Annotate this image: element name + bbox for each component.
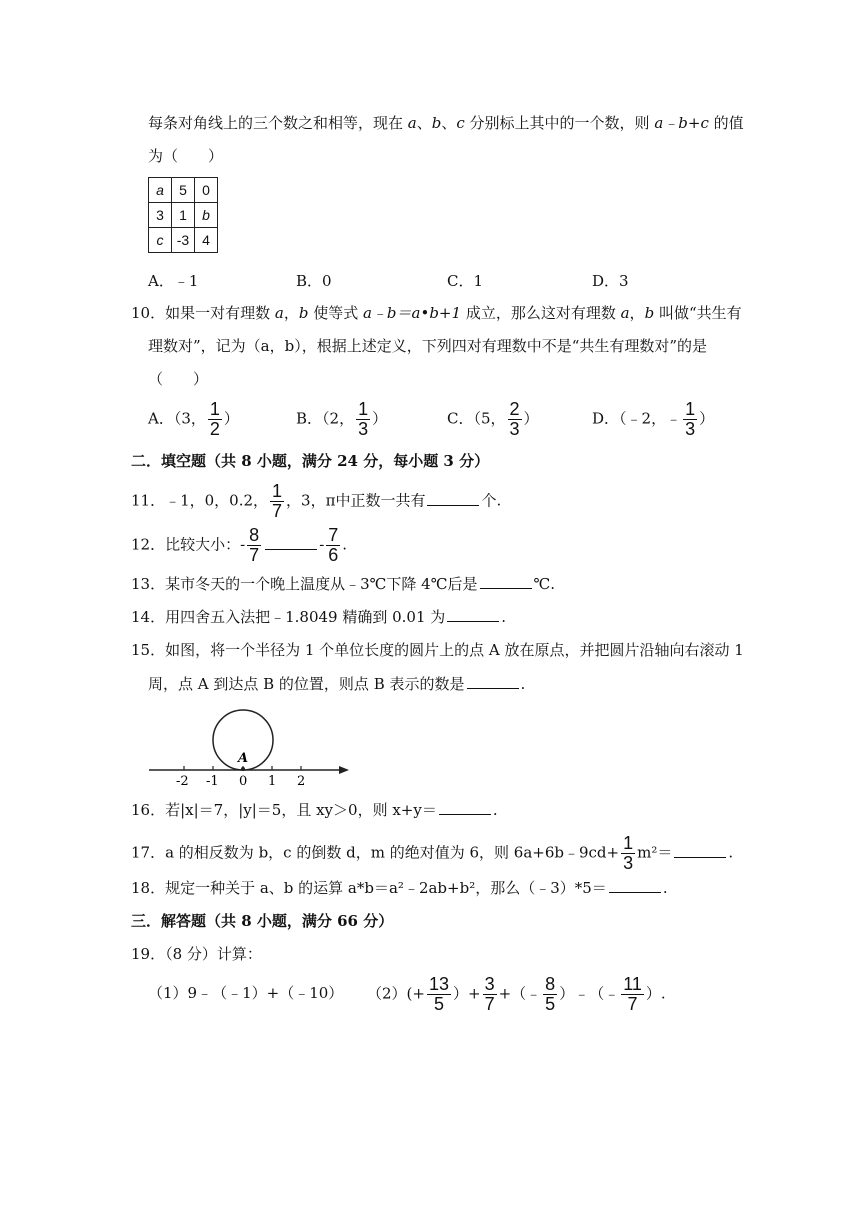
q13: 13．某市冬天的一个晚上温度从﹣3℃下降 4℃后是 ℃.: [131, 575, 556, 593]
tick-label: -2: [176, 774, 189, 787]
answer-blank[interactable]: [439, 800, 491, 815]
q19-part-1: （1）9﹣（﹣1）+（﹣10）: [148, 984, 344, 1002]
magic-square-grid: a 5 0 3 1 b c -3 4: [148, 177, 218, 253]
q10-line1: 10．如果一对有理数 a，b 使等式 a﹣b＝a•b+1 成立，那么这对有理数 a，b 叫做“共生有: [131, 304, 742, 322]
answer-blank[interactable]: [467, 674, 519, 689]
q10-option-c: C．（5， $\frac{2}{3}$ ）: [447, 399, 539, 439]
answer-blank[interactable]: [609, 878, 661, 893]
q18: 18．规定一种关于 a、b 的运算 a*b＝a²﹣2ab+b²，那么（﹣3）*5＝ .: [131, 879, 668, 897]
q9-option-c: C．1: [447, 272, 484, 290]
q10-line2: 理数对”，记为（a，b），根据上述定义，下列四对有理数中不是“共生有理数对”的是: [148, 337, 708, 355]
axis-arrow-icon: [339, 766, 349, 774]
number-line-figure: [145, 705, 355, 787]
q14: 14．用四舍五入法把﹣1.8049 精确到 0.01 为 .: [131, 608, 507, 626]
q19-part-2: （2）(+ $\frac{13}{5}$ ）+ $\frac{3}{7}$ +（﹣ $\frac{8}{5}$ ）﹣（﹣ $\frac{11}{7}$ ）.: [367, 974, 666, 1014]
answer-blank[interactable]: [427, 491, 479, 506]
q10-option-a: A．（3， $\frac{1}{2}$ ）: [148, 399, 239, 439]
q9-option-b: B．0: [296, 272, 332, 290]
q9-option-a: A．﹣1: [148, 272, 199, 290]
q17: 17．a 的相反数为 b，c 的倒数 d，m 的绝对值为 6，则 6a+6b﹣9cd+ $\frac{1}{3}$ m²＝ .: [131, 833, 734, 873]
q15-line2: 周，点 A 到达点 B 的位置，则点 B 表示的数是 .: [148, 675, 526, 693]
q10-line3: （ ）: [148, 370, 209, 388]
point-a-label: A: [238, 751, 249, 766]
section-3-heading: 三．解答题（共 8 小题，满分 66 分）: [131, 912, 394, 930]
answer-blank[interactable]: [447, 607, 499, 622]
q9-line1: 每条对角线上的三个数之和相等，现在 a、b、c 分别标上其中的一个数，则 a﹣b+c 的值: [148, 114, 744, 132]
q12: 12．比较大小：- $\frac{8}{7}$ - $\frac{7}{6}$ .: [131, 525, 348, 565]
answer-blank[interactable]: [480, 574, 532, 589]
q9-line2: 为（ ）: [148, 147, 224, 165]
answer-blank[interactable]: [265, 535, 317, 550]
point-a-marker: [241, 767, 245, 771]
tick-label: 1: [268, 774, 277, 787]
tick-label: 2: [297, 774, 306, 787]
tick-label: 0: [239, 774, 248, 787]
q11: 11．﹣1，0，0.2， $\frac{1}{7}$ ，3，π中正数一共有 个.: [131, 481, 502, 521]
tick-label: -1: [206, 774, 219, 787]
q9-option-d: D．3: [592, 272, 629, 290]
q19-heading: 19．（8 分）计算：: [131, 945, 262, 963]
q10-option-b: B．（2， $\frac{1}{3}$ ）: [296, 399, 388, 439]
section-2-heading: 二．填空题（共 8 小题，满分 24 分，每小题 3 分）: [131, 452, 490, 470]
q10-option-d: D．（﹣2，﹣ $\frac{1}{3}$ ）: [592, 399, 715, 439]
q16: 16．若|x|＝7，|y|＝5，且 xy＞0，则 x+y＝ .: [131, 801, 498, 819]
q15-line1: 15．如图，将一个半径为 1 个单位长度的圆片上的点 A 放在原点，并把圆片沿轴向右滚动 1: [131, 641, 744, 659]
answer-blank[interactable]: [674, 843, 726, 858]
